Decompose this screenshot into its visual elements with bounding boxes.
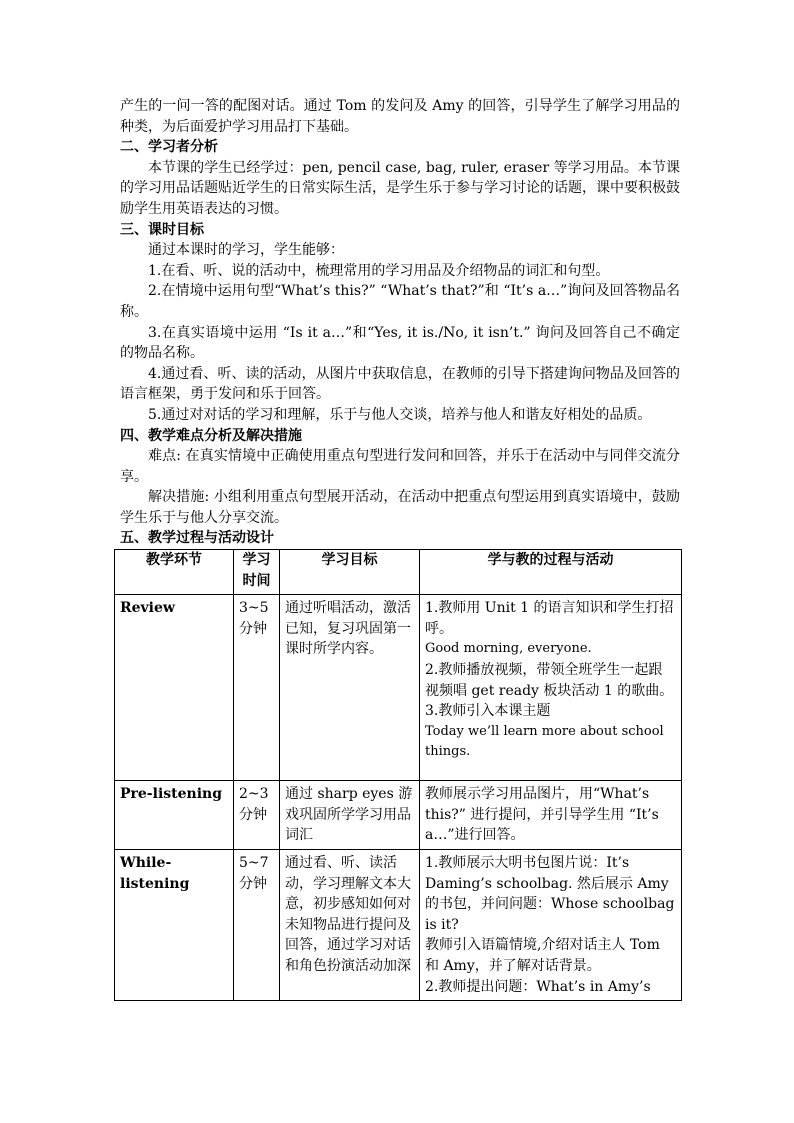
stage-cell: While-listening [115, 850, 234, 1001]
table-row [115, 781, 682, 850]
solution-paragraph: 解决措施: 小组利用重点句型展开活动，在活动中把重点句型运用到真实语境中，鼓励学生乐于与他人分享交流。 [120, 489, 680, 526]
table-row [115, 595, 682, 781]
process-line: 教师引入语篇情境,介绍对话主人 Tom 和 Amy，并了解对话背景。 [425, 937, 660, 974]
stage-cell: Review [115, 595, 234, 781]
process-line: 2.教师播放视频，带领全班学生一起跟视频唱 get ready 板块活动 1 的歌曲。 [425, 662, 674, 699]
objective-item: 1.在看、听、说的活动中，梳理常用的学习用品及介绍物品的词汇和句型。 [148, 262, 610, 279]
section-2-paragraph: 本节课的学生已经学过：pen, pencil case, bag, ruler, eraser 等学习用品。本节课的学习用品话题贴近学生的日常实际生活，是学生乐于参与学习讨论的话题，课中要积极鼓励学生用英语表达的习惯。 [120, 159, 680, 217]
time-cell: 2~3分钟 [234, 781, 280, 850]
process-cell [420, 781, 682, 850]
goal-cell: 通过听唱活动，激活已知，复习巩固第一课时所学内容。 [280, 595, 420, 781]
goal-cell: 通过看、听、读活动，学习理解文本大意，初步感知如何对未知物品进行提问及回答，通过学习对话和角色扮演活动加深 [280, 850, 420, 1001]
goal-cell: 通过 sharp eyes 游戏巩固所学学习用品词汇 [280, 781, 420, 850]
section-3-lead: 通过本课时的学习，学生能够： [148, 242, 344, 259]
stage-cell: Pre-listening [115, 781, 234, 850]
objective-item: 2.在情境中运用句型“What’s this?” “What’s that?”和 “It’s a…”询问及回答物品名称。 [120, 283, 680, 320]
header-time: 学习时间 [234, 550, 280, 595]
time-cell: 3~5分钟 [234, 595, 280, 781]
objective-item: 4.通过看、听、读的活动，从图片中获取信息，在教师的引导下搭建询问物品及回答的语言框架，勇于发问和乐于回答。 [120, 365, 680, 403]
process-line: 3.教师引入本课主题 [425, 703, 551, 720]
table-row [115, 850, 682, 1001]
process-line: Good morning, everyone. [425, 641, 592, 657]
process-line: 1.教师展示大明书包图片说：It’s Daming’s schoolbag. 然后展示 Amy 的书包，并问问题：Whose schoolbag is it? [425, 855, 675, 933]
process-cell [420, 850, 682, 1001]
header-goal: 学习目标 [280, 550, 420, 595]
section-4-title: 四、教学难点分析及解决措施 [120, 427, 302, 444]
objective-item: 3.在真实语境中运用 “Is it a…”和“Yes, it is./No, it isn’t.” 询问及回答自己不确定的物品名称。 [120, 324, 680, 362]
table-header-row [115, 550, 682, 595]
header-stage: 教学环节 [115, 550, 234, 595]
section-3-title: 三、课时目标 [120, 221, 204, 238]
teaching-process-table [114, 549, 682, 1001]
difficulty-paragraph: 难点: 在真实情境中正确使用重点句型进行发问和回答，并乐于在活动中与同伴交流分享。 [120, 448, 680, 485]
process-line: Today we’ll learn more about school things. [425, 723, 664, 760]
section-2-title: 二、学习者分析 [120, 139, 218, 156]
header-process: 学与教的过程与活动 [420, 550, 682, 595]
process-line: 2.教师提出问题：What’s in Amy’s [425, 978, 651, 995]
intro-paragraph: 产生的一问一答的配图对话。通过 Tom 的发问及 Amy 的回答，引导学生了解学习用品的种类，为后面爱护学习用品打下基础。 [120, 98, 680, 135]
objective-item: 5.通过对对话的学习和理解，乐于与他人交谈，培养与他人和谐友好相处的品质。 [148, 406, 652, 423]
section-5-title: 五、教学过程与活动设计 [120, 530, 274, 547]
process-line: 1.教师用 Unit 1 的语言知识和学生打招呼。 [425, 600, 674, 637]
document-page [120, 96, 680, 1001]
process-cell [420, 595, 682, 781]
time-cell: 5~7分钟 [234, 850, 280, 1001]
process-line: 教师展示学习用品图片，用“What’s this?” 进行提问，并引导学生用 “It’s a…”进行回答。 [425, 786, 659, 844]
